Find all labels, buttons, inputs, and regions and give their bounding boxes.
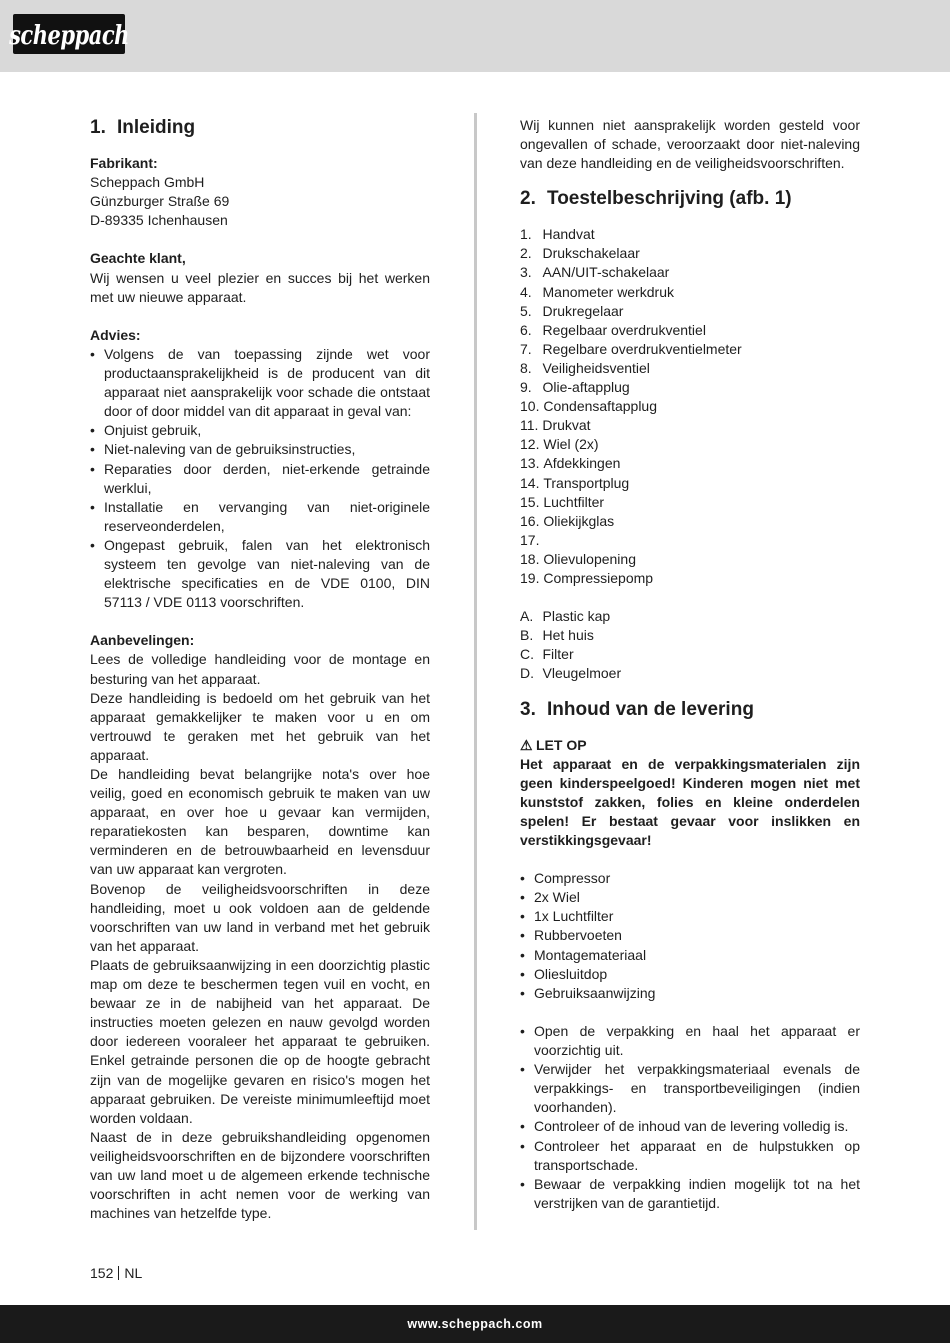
item-number: 9. [520, 379, 532, 396]
advice-list [90, 345, 430, 612]
item-number: 11. [520, 417, 539, 434]
liability-text: Wij kunnen niet aansprakelijk worden gesteld voor ongevallen of schade, veroorzaakt door niet-naleving van deze handleiding en de veiligheidsvoorschriften. [520, 117, 860, 172]
list-item: • 1x Luchtfilter [520, 907, 860, 926]
footer-bar [0, 1305, 950, 1343]
parts-list-item [520, 435, 860, 454]
item-label: Luchtfilter [543, 493, 605, 510]
list-item: • Verwijder het verpakkingsmateriaal evenals de verpakkings- en transportbeveiligingen (indien voorhanden). [520, 1060, 860, 1117]
parts-list-item [520, 378, 860, 397]
list-item: • Volgens de van toepassing zijnde wet voor productaansprakelijkheid is de producent van dit apparaat niet aansprakelijk voor schade die ontstaat door of door middel van dit apparaat in geval van: [90, 345, 430, 421]
accessory-parts-list [520, 607, 860, 683]
item-label: Regelbaar overdrukventiel [542, 321, 706, 338]
parts-list-item [520, 626, 860, 645]
advice-label: Advies: [90, 326, 141, 343]
item-label: Veiligheidsventiel [542, 359, 650, 376]
parts-list-item [520, 474, 860, 493]
item-number: 19. [520, 569, 540, 586]
list-item: • Gebruiksaanwijzing [520, 984, 860, 1003]
logo-text: scheppach [9, 18, 129, 50]
item-number: C. [520, 646, 534, 663]
parts-list-item [520, 550, 860, 569]
item-number: 1. [520, 226, 532, 243]
column-divider [474, 113, 477, 1230]
item-label: Olie-aftapplug [542, 379, 630, 396]
item-label: Drukvat [542, 417, 591, 434]
page-footer-label [90, 1265, 142, 1281]
section-1-heading [90, 116, 430, 140]
footer-separator [118, 1266, 119, 1280]
warning-title: LET OP [536, 736, 587, 753]
parts-list-item [520, 244, 860, 263]
item-number: A. [520, 608, 534, 625]
item-label: Drukschakelaar [542, 245, 640, 262]
parts-list-item [520, 645, 860, 664]
paragraph: Bovenop de veiligheidsvoorschriften in deze handleiding, moet u ook voldoen aan de geldende voorschriften van uw land in verband met het gebruik van het apparaat. [90, 880, 430, 954]
recommendations-label: Aanbevelingen: [90, 632, 195, 649]
list-item: • 2x Wiel [520, 888, 860, 907]
list-item: • Installatie en vervanging van niet-originele reserveonderdelen, [90, 498, 430, 536]
item-number: B. [520, 627, 534, 644]
parts-list-item [520, 397, 860, 416]
item-number: 10. [520, 398, 540, 415]
item-label: Het huis [542, 627, 594, 644]
website-link[interactable]: www.scheppach.com [407, 1317, 543, 1331]
parts-list-item [520, 493, 860, 512]
item-label: Regelbare overdrukventielmeter [542, 340, 742, 357]
item-label: Compressiepomp [543, 569, 654, 586]
item-number: 14. [520, 474, 540, 491]
section-title: Inleiding [117, 117, 196, 138]
parts-list-item [520, 569, 860, 588]
item-label: Filter [542, 646, 574, 663]
list-item: • Controleer het apparaat en de hulpstukken op transportschade. [520, 1137, 860, 1175]
warning-heading [520, 736, 860, 755]
list-item: • Ongepast gebruik, falen van het elektronisch systeem ten gevolge van niet-naleving van de elektrische specificaties en de VDE 0100, DIN 57113 / VDE 0113 voorschriften. [90, 536, 430, 612]
section-title: Toestelbeschrijving (afb. 1) [547, 188, 792, 210]
item-number: 15. [520, 493, 540, 510]
manufacturer-label: Fabrikant: [90, 155, 158, 171]
section-title: Inhoud van de levering [547, 698, 754, 720]
parts-list-item [520, 416, 860, 435]
item-label: Oliekijkglas [543, 512, 615, 529]
brand-logo [9, 14, 129, 54]
parts-list-item [520, 263, 860, 282]
item-label: Transportplug [543, 474, 630, 491]
manufacturer-line: Scheppach GmbH [90, 174, 205, 191]
list-item: • Niet-naleving van de gebruiksinstructies, [90, 440, 430, 459]
parts-list-item [520, 283, 860, 302]
item-number: 3. [520, 264, 532, 281]
list-item: • Reparaties door derden, niet-erkende getrainde werklui, [90, 460, 430, 498]
manufacturer-line: Günzburger Straße 69 [90, 193, 230, 210]
greeting-label: Geachte klant, [90, 250, 186, 267]
item-label: Condensaftapplug [543, 398, 658, 415]
list-item: • Montagemateriaal [520, 946, 860, 965]
list-item: • Bewaar de verpakking indien mogelijk tot na het verstrijken van de garantietijd. [520, 1175, 860, 1213]
section-3-heading [520, 698, 860, 722]
list-item: • Controleer of de inhoud van de levering volledig is. [520, 1117, 860, 1136]
greeting-text: Wij wensen u veel plezier en succes bij het werken met uw nieuwe apparaat. [90, 269, 430, 305]
item-number: 16. [520, 512, 540, 529]
item-label: Plastic kap [542, 608, 611, 625]
item-label: Vleugelmoer [542, 665, 622, 682]
item-number: D. [520, 665, 534, 682]
list-item: • Oliesluitdop [520, 965, 860, 984]
parts-list-item [520, 340, 860, 359]
paragraph: De handleiding bevat belangrijke nota's over hoe veilig, goed en economisch gebruik te maken van uw apparaat, en over hoe u gevaar kan vermijden, reparatiekosten kan besparen, downtime kan verminderen en de betrouwbaarheid en levensduur van uw apparaat kan vergroten. [90, 766, 430, 878]
list-item: • Onjuist gebruik, [90, 421, 430, 440]
item-number: 4. [520, 283, 532, 300]
item-number: 6. [520, 321, 532, 338]
left-column [90, 116, 430, 1223]
parts-list-item [520, 512, 860, 531]
unpacking-list [520, 1022, 860, 1213]
item-number: 18. [520, 550, 540, 567]
item-number: 17. [520, 531, 540, 548]
item-number: 13. [520, 455, 540, 472]
parts-list-item [520, 607, 860, 626]
item-label: Afdekkingen [543, 455, 621, 472]
page-number: 152 [90, 1265, 114, 1281]
item-label: Drukregelaar [542, 302, 624, 319]
item-number: 2. [520, 245, 532, 262]
parts-list-item [520, 664, 860, 683]
item-label: Manometer werkdruk [542, 283, 674, 300]
item-number: 12. [520, 436, 540, 453]
parts-list-item [520, 225, 860, 244]
delivery-contents-list [520, 869, 860, 1003]
parts-list-item [520, 321, 860, 340]
item-number: 7. [520, 340, 532, 357]
language-code: NL [124, 1265, 143, 1281]
section-number: 1. [90, 117, 106, 138]
section-number: 3. [520, 698, 536, 720]
parts-list-item [520, 302, 860, 321]
section-number: 2. [520, 188, 536, 210]
item-number: 5. [520, 302, 532, 319]
list-item: • Rubbervoeten [520, 926, 860, 945]
parts-list-item [520, 531, 860, 550]
paragraph: Plaats de gebruiksaanwijzing in een doorzichtig plastic map om deze te beschermen tegen vuil en vocht, en bewaar ze in de nabijheid van het apparaat. De instructies moeten gelezen en nauw gevolgd worden door iedereen vooraleer het apparaat te gebruiken. Enkel getrainde personen die op de hoogte gebracht zijn van de mogelijke gevaren en risico's mogen het apparaat gebruiken. De vereiste minimumleeftijd moet worden voldaan. [90, 956, 430, 1126]
list-item: • Compressor [520, 869, 860, 888]
item-label: Olievulopening [543, 550, 636, 567]
parts-list-item [520, 359, 860, 378]
list-item: • Open de verpakking en haal het apparaat er voorzichtig uit. [520, 1022, 860, 1060]
warning-icon: ⚠ [520, 736, 533, 753]
paragraph: Naast de in deze gebruikshandleiding opgenomen veiligheidsvoorschriften en de bijzondere voorschriften van uw land moet u de algemeen erkende technische voorschriften in acht nemen voor de werking van machines van hetzelfde type. [90, 1128, 430, 1222]
manufacturer-line: D-89335 Ichenhausen [90, 212, 228, 229]
right-column [520, 116, 860, 1213]
parts-list [520, 225, 860, 588]
header-bar [0, 0, 950, 72]
item-label: AAN/UIT-schakelaar [542, 264, 670, 281]
paragraph: Deze handleiding is bedoeld om het gebruik van het apparaat gemakkelijker te maken voor u en om vertrouwd te geraken met het gebruik van het apparaat. [90, 689, 430, 763]
item-label: Handvat [542, 226, 595, 243]
warning-text: Het apparaat en de verpakkingsmaterialen zijn geen kinderspeelgoed! Kinderen mogen niet met kunststof zakken, folies en kleine onderdelen spelen! Er bestaat gevaar voor inslikken en verstikkingsgevaar! [520, 755, 860, 848]
section-2-heading [520, 187, 860, 211]
paragraph: Lees de volledige handleiding voor de montage en besturing van het apparaat. [90, 651, 430, 687]
item-label: Wiel (2x) [543, 436, 599, 453]
parts-list-item [520, 454, 860, 473]
item-number: 8. [520, 359, 532, 376]
